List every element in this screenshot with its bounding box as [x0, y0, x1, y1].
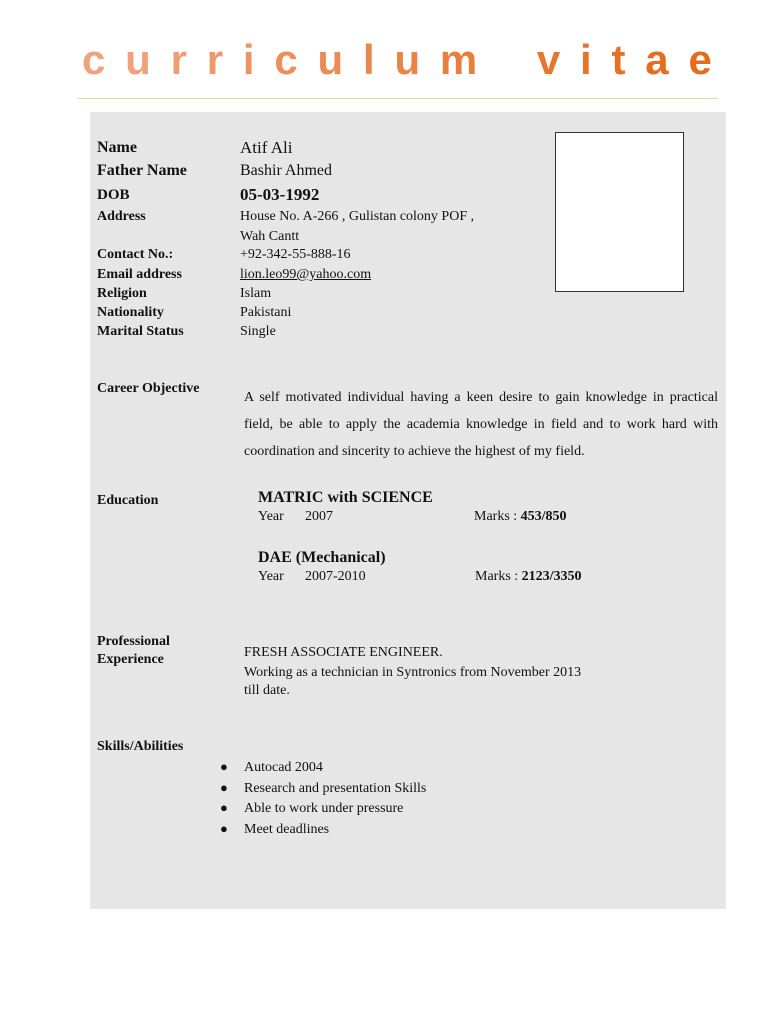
experience-line-2: Working as a technician in Syntronics from November 2013 — [244, 665, 582, 680]
skill-text: Able to work under pressure — [244, 801, 404, 816]
title-letter: i — [242, 36, 255, 83]
title-letter: r — [206, 36, 224, 83]
title-letter: c — [274, 36, 298, 83]
list-item — [220, 819, 426, 840]
experience-line-3: till date. — [244, 683, 290, 698]
dob-label: DOB — [97, 187, 130, 203]
list-item — [220, 778, 426, 799]
cv-title — [82, 34, 712, 86]
nationality-value: Pakistani — [240, 305, 292, 320]
career-objective-label: Career Objective — [97, 381, 200, 396]
marks-value: 2123/3350 — [521, 569, 582, 584]
dob-value: 05-03-1992 — [240, 185, 320, 204]
title-letter: i — [580, 36, 592, 83]
title-letter: u — [317, 36, 344, 83]
list-item — [220, 798, 426, 819]
email-label: Email address — [97, 267, 182, 282]
marital-status-value: Single — [240, 324, 276, 339]
title-letter: u — [394, 36, 421, 83]
education-entry-title: DAE (Mechanical) — [258, 549, 386, 566]
education-marks — [475, 568, 582, 586]
education-year-label: Year — [258, 569, 284, 584]
bullet-icon: ● — [220, 820, 228, 836]
marks-label: Marks : — [474, 509, 518, 524]
title-letter: e — [688, 36, 712, 83]
skill-text: Meet deadlines — [244, 821, 330, 837]
marks-value: 453/850 — [520, 509, 567, 524]
bullet-icon: ● — [220, 800, 228, 815]
education-year-label: Year — [258, 509, 284, 524]
name-value: Atif Ali — [240, 138, 293, 157]
skill-text: Research and presentation Skills — [244, 780, 427, 796]
education-entry-title: MATRIC with SCIENCE — [258, 489, 433, 506]
father-name-label: Father Name — [97, 162, 187, 179]
title-letter: c — [82, 36, 106, 83]
bullet-icon: ● — [220, 779, 228, 795]
title-letter: r — [170, 36, 187, 83]
email-link[interactable]: lion.leo99@yahoo.com — [240, 267, 372, 282]
father-name-value: Bashir Ahmed — [240, 162, 332, 179]
experience-line-1: FRESH ASSOCIATE ENGINEER. — [244, 645, 443, 660]
title-letter: v — [536, 36, 561, 83]
religion-value: Islam — [240, 286, 272, 301]
marital-status-label: Marital Status — [97, 324, 184, 339]
experience-label-line-1: Professional — [97, 634, 170, 649]
contact-label: Contact No.: — [97, 247, 174, 262]
title-letter: u — [125, 36, 151, 83]
address-line-1: House No. A-266 , Gulistan colony POF , — [240, 209, 475, 224]
title-letter: m — [439, 36, 478, 83]
address-line-2: Wah Cantt — [240, 229, 300, 244]
list-item — [220, 757, 426, 778]
title-divider — [78, 98, 718, 99]
marks-label: Marks : — [475, 569, 519, 584]
experience-label-line-2: Experience — [97, 652, 164, 667]
skills-label: Skills/Abilities — [97, 739, 184, 754]
title-letter: l — [363, 36, 375, 83]
contact-value: +92-342-55-888-16 — [240, 247, 351, 262]
name-label: Name — [97, 139, 137, 156]
religion-label: Religion — [97, 286, 147, 301]
skills-list — [220, 757, 426, 839]
title-letter: t — [611, 36, 626, 83]
skill-text: Autocad 2004 — [244, 760, 323, 775]
education-label: Education — [97, 493, 159, 508]
address-label: Address — [97, 209, 146, 224]
education-marks — [474, 508, 567, 526]
title-letter: a — [645, 36, 669, 83]
education-year-value: 2007-2010 — [305, 569, 366, 584]
nationality-label: Nationality — [97, 305, 164, 320]
bullet-icon: ● — [220, 759, 228, 774]
photo-placeholder — [555, 132, 684, 292]
career-objective-text: A self motivated individual having a keen desire to gain knowledge in practical field, be able to apply the academia knowledge in field and to work hard with coordination and sincerity to achieve the highest of my field. — [244, 390, 718, 459]
education-year-value: 2007 — [305, 509, 333, 524]
